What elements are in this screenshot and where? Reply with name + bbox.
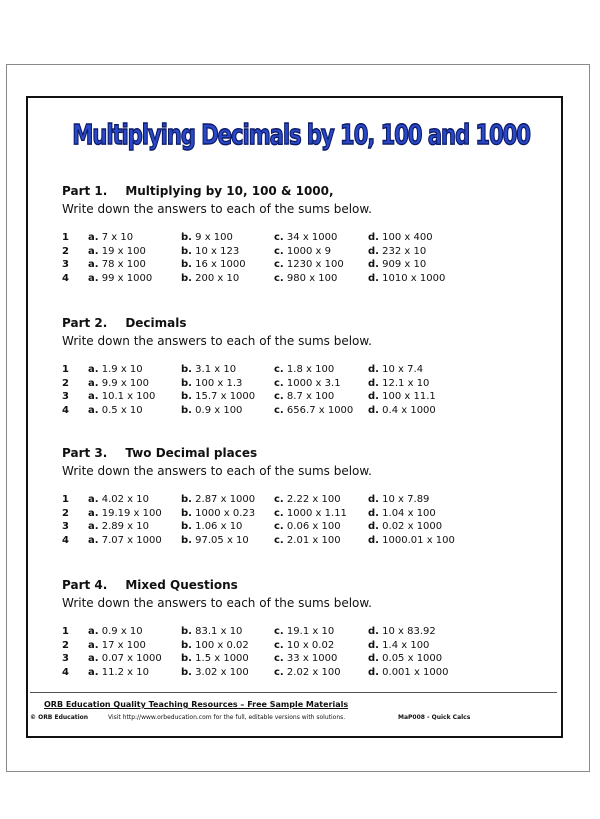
part-heading [62, 578, 238, 592]
part-name: Decimals [125, 316, 187, 330]
question-b [181, 364, 236, 375]
question-d [368, 273, 445, 284]
question-sum: 0.02 x 1000 [382, 521, 443, 532]
question-sum: 656.7 x 1000 [286, 404, 354, 416]
question-sum: 1230 x 100 [286, 259, 344, 270]
question-letter: d. [368, 666, 379, 678]
part-heading [62, 446, 257, 460]
question-sum: 17 x 100 [101, 639, 146, 651]
question-a [88, 535, 162, 546]
question-a [88, 273, 152, 284]
question-sum: 100 x 0.02 [195, 639, 249, 651]
question-letter: c. [274, 534, 284, 546]
question-letter: c. [274, 666, 284, 678]
question-sum: 1.04 x 100 [382, 507, 436, 519]
question-sum: 0.9 x 100 [195, 404, 243, 416]
question-letter: b. [181, 494, 192, 505]
question-sum: 99 x 1000 [101, 272, 153, 284]
question-letter: c. [274, 259, 284, 270]
question-b [181, 626, 242, 637]
question-d [368, 640, 429, 651]
question-d [368, 364, 423, 375]
question-sum: 12.1 x 10 [382, 377, 430, 389]
question-letter: b. [181, 272, 192, 284]
part-heading [62, 316, 187, 330]
question-b [181, 405, 242, 416]
question-letter: c. [274, 626, 284, 637]
question-b [181, 667, 249, 678]
question-c [274, 667, 341, 678]
question-c [274, 535, 341, 546]
question-letter: c. [274, 232, 284, 243]
question-letter: a. [88, 534, 99, 546]
question-sum: 1.4 x 100 [382, 639, 430, 651]
part-label: Part 1. [62, 184, 108, 198]
question-sum: 1000 x 1.11 [286, 507, 347, 519]
question-letter: d. [368, 245, 379, 257]
question-sum: 10 x 83.92 [382, 626, 436, 637]
question-b [181, 535, 249, 546]
question-sum: 1000 x 0.23 [195, 507, 256, 519]
question-d [368, 535, 455, 546]
part-name: Mixed Questions [125, 578, 238, 592]
question-letter: a. [88, 377, 99, 389]
part-instruction: Write down the answers to each of the sums below. [62, 464, 372, 478]
question-letter: b. [181, 534, 192, 546]
question-letter: d. [368, 259, 379, 270]
question-letter: c. [274, 272, 284, 284]
question-letter: a. [88, 245, 99, 257]
question-number: 2 [62, 377, 69, 389]
question-d [368, 494, 429, 505]
question-a [88, 494, 149, 505]
question-c [274, 273, 337, 284]
question-sum: 2.87 x 1000 [195, 494, 256, 505]
question-letter: b. [181, 404, 192, 416]
question-b [181, 259, 246, 270]
question-letter: c. [274, 494, 284, 505]
question-letter: c. [274, 391, 284, 402]
question-b [181, 521, 242, 532]
question-b [181, 653, 249, 664]
question-sum: 16 x 1000 [195, 259, 246, 270]
question-letter: b. [181, 507, 192, 519]
question-sum: 7 x 10 [101, 232, 134, 243]
question-letter: d. [368, 391, 379, 402]
question-sum: 0.9 x 10 [101, 626, 143, 637]
question-sum: 1000.01 x 100 [382, 534, 455, 546]
question-letter: b. [181, 666, 192, 678]
question-letter: b. [181, 391, 192, 402]
question-sum: 33 x 1000 [286, 653, 338, 664]
question-a [88, 521, 149, 532]
question-number: 1 [62, 364, 69, 375]
question-sum: 2.22 x 100 [286, 494, 341, 505]
question-sum: 11.2 x 10 [101, 666, 149, 678]
question-a [88, 246, 146, 257]
question-sum: 19.1 x 10 [286, 626, 335, 637]
question-d [368, 521, 442, 532]
question-sum: 83.1 x 10 [195, 626, 243, 637]
question-d [368, 232, 433, 243]
question-letter: b. [181, 639, 192, 651]
question-letter: a. [88, 653, 99, 664]
question-letter: d. [368, 534, 379, 546]
question-letter: b. [181, 232, 192, 243]
footer-divider [30, 692, 557, 693]
question-a [88, 259, 146, 270]
question-sum: 4.02 x 10 [101, 494, 149, 505]
question-number: 2 [62, 507, 69, 519]
question-sum: 0.001 x 1000 [382, 666, 449, 678]
question-a [88, 508, 162, 519]
question-sum: 909 x 10 [382, 259, 427, 270]
question-letter: d. [368, 494, 379, 505]
question-d [368, 391, 436, 402]
question-c [274, 364, 334, 375]
footer-copyright-text: © ORB Education [30, 714, 89, 721]
question-letter: a. [88, 521, 99, 532]
question-c [274, 626, 334, 637]
question-letter: c. [274, 245, 284, 257]
question-letter: d. [368, 639, 379, 651]
part-label: Part 4. [62, 578, 108, 592]
question-sum: 980 x 100 [286, 272, 338, 284]
question-sum: 10.1 x 100 [101, 391, 156, 402]
question-b [181, 232, 233, 243]
question-sum: 15.7 x 1000 [195, 391, 256, 402]
question-sum: 10 x 7.4 [382, 364, 424, 375]
question-letter: c. [274, 377, 284, 389]
question-sum: 232 x 10 [382, 245, 427, 257]
question-number: 3 [62, 521, 69, 532]
question-sum: 9.9 x 100 [101, 377, 149, 389]
question-sum: 1000 x 3.1 [286, 377, 341, 389]
question-letter: c. [274, 653, 284, 664]
question-sum: 3.02 x 100 [195, 666, 249, 678]
question-d [368, 259, 426, 270]
question-letter: d. [368, 404, 379, 416]
part-name: Two Decimal places [125, 446, 258, 460]
question-c [274, 378, 341, 389]
question-d [368, 653, 442, 664]
question-sum: 100 x 11.1 [382, 391, 436, 402]
footer-code: MaP008 - Quick Calcs [398, 714, 471, 721]
question-number: 1 [62, 626, 69, 637]
question-letter: a. [88, 666, 99, 678]
question-sum: 2.89 x 10 [101, 521, 149, 532]
part-heading [62, 184, 334, 198]
question-letter: a. [88, 391, 99, 402]
question-b [181, 508, 255, 519]
question-letter: a. [88, 232, 99, 243]
question-number: 4 [62, 666, 69, 678]
question-sum: 200 x 10 [195, 272, 240, 284]
question-letter: a. [88, 626, 99, 637]
footer-visit-link[interactable]: Visit http://www.orbeducation.com for the full, editable versions with solutions. [108, 714, 346, 721]
question-number: 4 [62, 404, 69, 416]
question-sum: 8.7 x 100 [286, 391, 335, 402]
part-label: Part 2. [62, 316, 108, 330]
question-sum: 1.06 x 10 [195, 521, 243, 532]
part-instruction: Write down the answers to each of the sums below. [62, 596, 372, 610]
question-letter: d. [368, 626, 379, 637]
question-sum: 10 x 123 [195, 245, 240, 257]
question-letter: c. [274, 507, 284, 519]
part-label: Part 3. [62, 446, 108, 460]
question-letter: b. [181, 653, 192, 664]
question-letter: a. [88, 507, 99, 519]
question-sum: 1.9 x 10 [101, 364, 143, 375]
question-sum: 0.06 x 100 [286, 521, 341, 532]
question-c [274, 508, 347, 519]
question-sum: 2.01 x 100 [286, 534, 341, 546]
question-a [88, 405, 143, 416]
question-number: 2 [62, 245, 69, 257]
question-sum: 100 x 400 [382, 232, 433, 243]
question-sum: 1000 x 9 [286, 245, 332, 257]
part-instruction: Write down the answers to each of the sums below. [62, 202, 372, 216]
question-letter: c. [274, 521, 284, 532]
question-letter: d. [368, 507, 379, 519]
worksheet-title: Multiplying Decimals by 10, 100 and 1000 [72, 118, 530, 151]
question-letter: a. [88, 494, 99, 505]
question-a [88, 626, 143, 637]
question-b [181, 391, 255, 402]
question-a [88, 232, 133, 243]
question-number: 3 [62, 391, 69, 402]
question-sum: 19 x 100 [101, 245, 146, 257]
question-letter: b. [181, 364, 192, 375]
question-a [88, 667, 149, 678]
question-sum: 2.02 x 100 [286, 666, 341, 678]
question-letter: d. [368, 377, 379, 389]
question-letter: a. [88, 272, 99, 284]
question-letter: b. [181, 377, 192, 389]
question-d [368, 405, 436, 416]
question-letter: c. [274, 404, 284, 416]
question-sum: 0.05 x 1000 [382, 653, 443, 664]
question-d [368, 508, 436, 519]
question-sum: 34 x 1000 [286, 232, 338, 243]
question-letter: a. [88, 639, 99, 651]
question-sum: 3.1 x 10 [195, 364, 237, 375]
part-name: Multiplying by 10, 100 & 1000, [125, 184, 334, 198]
question-d [368, 378, 429, 389]
question-b [181, 378, 242, 389]
question-c [274, 232, 337, 243]
footer-copyright [30, 714, 88, 721]
question-sum: 19.19 x 100 [101, 507, 162, 519]
question-c [274, 494, 341, 505]
question-sum: 0.4 x 1000 [382, 404, 436, 416]
question-d [368, 626, 436, 637]
question-number: 1 [62, 232, 69, 243]
question-sum: 100 x 1.3 [195, 377, 243, 389]
question-c [274, 640, 334, 651]
question-number: 3 [62, 259, 69, 270]
question-a [88, 391, 155, 402]
question-c [274, 259, 344, 270]
question-b [181, 494, 255, 505]
question-d [368, 667, 449, 678]
question-letter: b. [181, 626, 192, 637]
question-c [274, 391, 334, 402]
question-letter: b. [181, 259, 192, 270]
question-c [274, 246, 331, 257]
question-a [88, 364, 143, 375]
question-sum: 78 x 100 [101, 259, 146, 270]
question-sum: 7.07 x 1000 [101, 534, 162, 546]
question-b [181, 273, 239, 284]
question-letter: a. [88, 259, 99, 270]
question-a [88, 378, 149, 389]
question-sum: 0.5 x 10 [101, 404, 143, 416]
question-sum: 10 x 7.89 [382, 494, 430, 505]
question-letter: d. [368, 653, 379, 664]
question-number: 2 [62, 639, 69, 651]
question-letter: d. [368, 521, 379, 532]
worksheet-title-area [0, 118, 600, 151]
question-b [181, 246, 239, 257]
question-letter: c. [274, 639, 284, 651]
footer-title: ORB Education Quality Teaching Resources – Free Sample Materials [44, 700, 349, 709]
question-number: 4 [62, 272, 69, 284]
question-letter: c. [274, 364, 284, 375]
question-number: 3 [62, 653, 69, 664]
question-sum: 1010 x 1000 [382, 272, 446, 284]
question-a [88, 640, 146, 651]
question-letter: d. [368, 232, 379, 243]
question-sum: 10 x 0.02 [286, 639, 335, 651]
question-letter: b. [181, 521, 192, 532]
question-sum: 97.05 x 10 [195, 534, 249, 546]
question-sum: 0.07 x 1000 [101, 653, 162, 664]
question-c [274, 521, 341, 532]
question-letter: a. [88, 404, 99, 416]
question-sum: 1.5 x 1000 [195, 653, 249, 664]
question-number: 4 [62, 534, 69, 546]
question-letter: d. [368, 272, 379, 284]
question-c [274, 405, 353, 416]
question-letter: d. [368, 364, 379, 375]
part-instruction: Write down the answers to each of the sums below. [62, 334, 372, 348]
question-b [181, 640, 249, 651]
question-letter: a. [88, 364, 99, 375]
question-number: 1 [62, 494, 69, 505]
question-sum: 9 x 100 [195, 232, 233, 243]
question-d [368, 246, 426, 257]
question-letter: b. [181, 245, 192, 257]
question-a [88, 653, 162, 664]
question-sum: 1.8 x 100 [286, 364, 335, 375]
question-c [274, 653, 337, 664]
